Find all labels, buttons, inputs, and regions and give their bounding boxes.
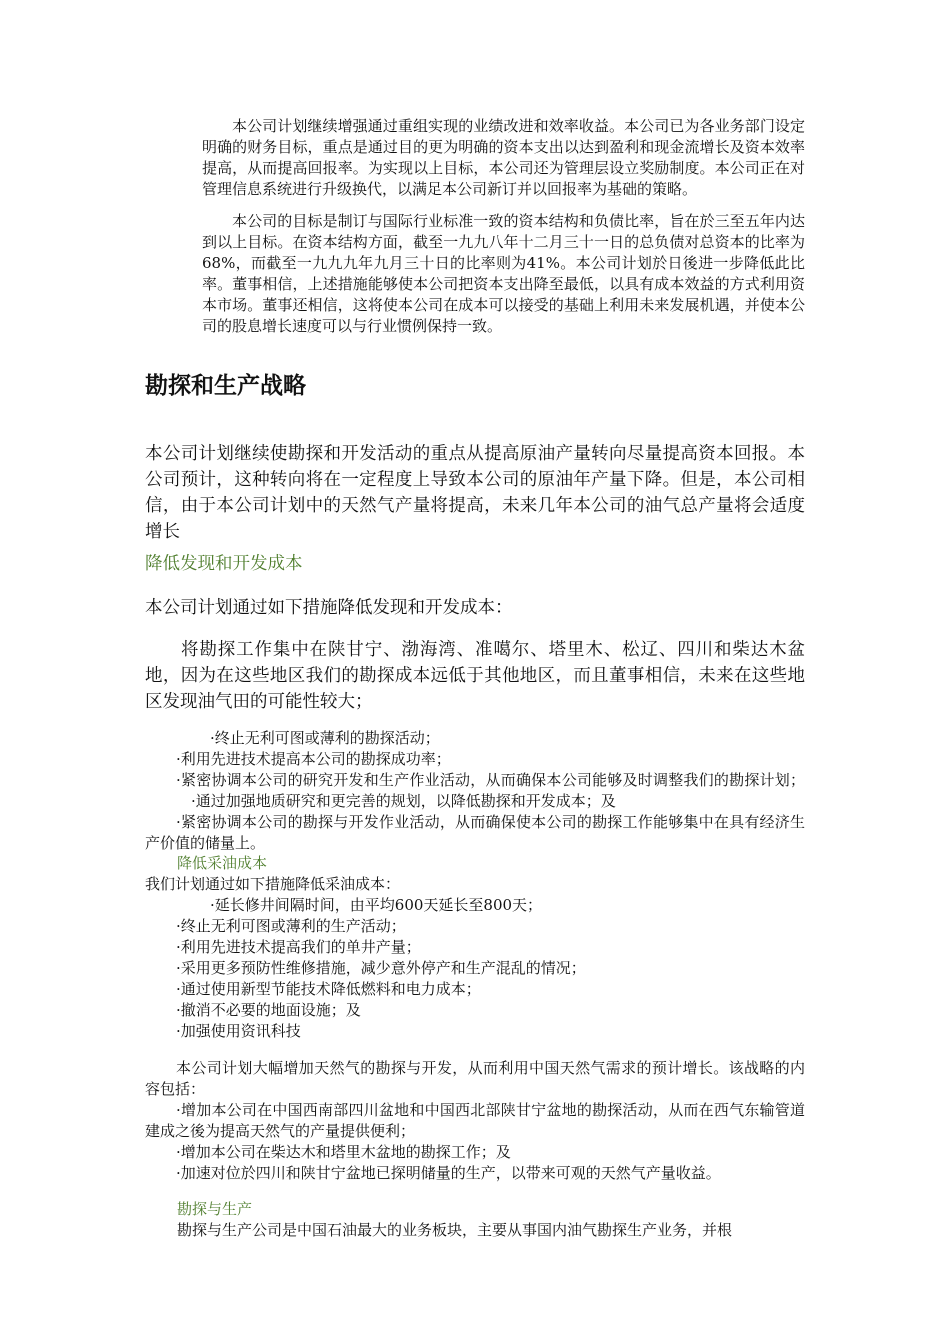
bullet-item: ·利用先进技术提高本公司的勘探成功率； (176, 750, 451, 768)
bullet-item: ·通过加强地质研究和更完善的规划，以降低勘探和开发成本；及 (191, 792, 616, 810)
bullet-item: ·终止无利可图或薄利的勘探活动； (210, 729, 440, 747)
bullet-item: ·加强使用资讯科技 (176, 1022, 301, 1040)
basin-focus-paragraph: 将勘探工作集中在陕甘宁、渤海湾、准噶尔、塔里木、松辽、四川和柴达木盆地，因为在这些地区我们的勘探成本远低于其他地区，而且董事相信，未来在这些地区发现油气田的可能性较大； (145, 640, 805, 712)
gas-strategy-paragraph: 本公司计划大幅增加天然气的勘探与开发，从而利用中国天然气需求的预计增长。该战略的内容包括： (145, 1059, 805, 1098)
bullet-item: ·紧密协调本公司的研究开发和生产作业活动，从而确保本公司能够及时调整我们的勘探计划； (176, 771, 805, 789)
bullet-item: ·延长修井间隔时间，由平均600天延长至800天； (210, 896, 543, 914)
section-heading: 勘探和生产战略 (145, 373, 306, 399)
subheading-lower-discovery-cost: 降低发现和开发成本 (145, 554, 303, 574)
bullet-item-combined (145, 770, 805, 812)
strategy-paragraph: 本公司计划继续使勘探和开发活动的重点从提高原油产量转向尽量提高资本回报。本公司预计，这种转向将在一定程度上导致本公司的原油年产量下降。但是，本公司相信，由于本公司计划中的天然气产量将提高，未来几年本公司的油气总产量将会适度增长 (145, 444, 805, 542)
bullet-item: ·加速对位於四川和陕甘宁盆地已探明储量的生产，以带来可观的天然气产量收益。 (176, 1164, 721, 1182)
bullet-item: ·紧密协调本公司的勘探与开发作业活动，从而确保使本公司的勘探工作能够集中在具有经济生产价值的储量上。 (145, 813, 805, 852)
intro-paragraph-2: 本公司的目标是制订与国际行业标准一致的资本结构和负债比率，旨在於三至五年内达到以上目标。在资本结构方面，截至一九九八年十二月三十一日的总负债对总资本的比率为68%，而截至一九九九年九月三十日的比率则为41%。本公司计划於日後进一步降低此比率。董事相信，上述措施能够使本公司把资本支出降至最低，以具有成本效益的方式利用资本市场。董事还相信，这将使本公司在成本可以接受的基础上利用未来发展机遇，并使本公司的股息增长速度可以与行业惯例保持一致。 (202, 212, 805, 335)
subheading-exploration-production: 勘探与生产 (177, 1200, 253, 1218)
bullet-item: ·利用先进技术提高我们的单井产量； (176, 938, 421, 956)
subsection-intro: 本公司计划通过如下措施降低发现和开发成本： (145, 598, 513, 618)
bullet-item: ·增加本公司在中国西南部四川盆地和中国西北部陕甘宁盆地的勘探活动，从而在西气东输管道建成之後为提高天然气的产量提供便利； (145, 1101, 805, 1140)
subheading-lower-production-cost: 降低采油成本 (177, 854, 268, 872)
bullet-item: ·采用更多预防性维修措施，减少意外停产和生产混乱的情况； (176, 959, 586, 977)
bullet-item: ·增加本公司在柴达木和塔里木盆地的勘探工作；及 (176, 1143, 511, 1161)
subsection-intro: 我们计划通过如下措施降低采油成本： (145, 875, 401, 893)
exploration-production-paragraph: 勘探与生产公司是中国石油最大的业务板块，主要从事国内油气勘探生产业务，并根 (177, 1221, 733, 1239)
bullet-item: ·终止无利可图或薄利的生产活动； (176, 917, 406, 935)
bullet-item: ·通过使用新型节能技术降低燃料和电力成本； (176, 980, 481, 998)
bullet-item: ·撤消不必要的地面设施；及 (176, 1001, 361, 1019)
intro-paragraph-1: 本公司计划继续增强通过重组实现的业绩改进和效率收益。本公司已为各业务部门设定明确的财务目标，重点是通过目的更为明确的资本支出以达到盈利和现金流增长及资本效率提高，从而提高回报率。为实现以上目标，本公司还为管理层设立奖励制度。本公司正在对管理信息系统进行升级换代，以满足本公司新订并以回报率为基础的策略。 (202, 117, 805, 198)
